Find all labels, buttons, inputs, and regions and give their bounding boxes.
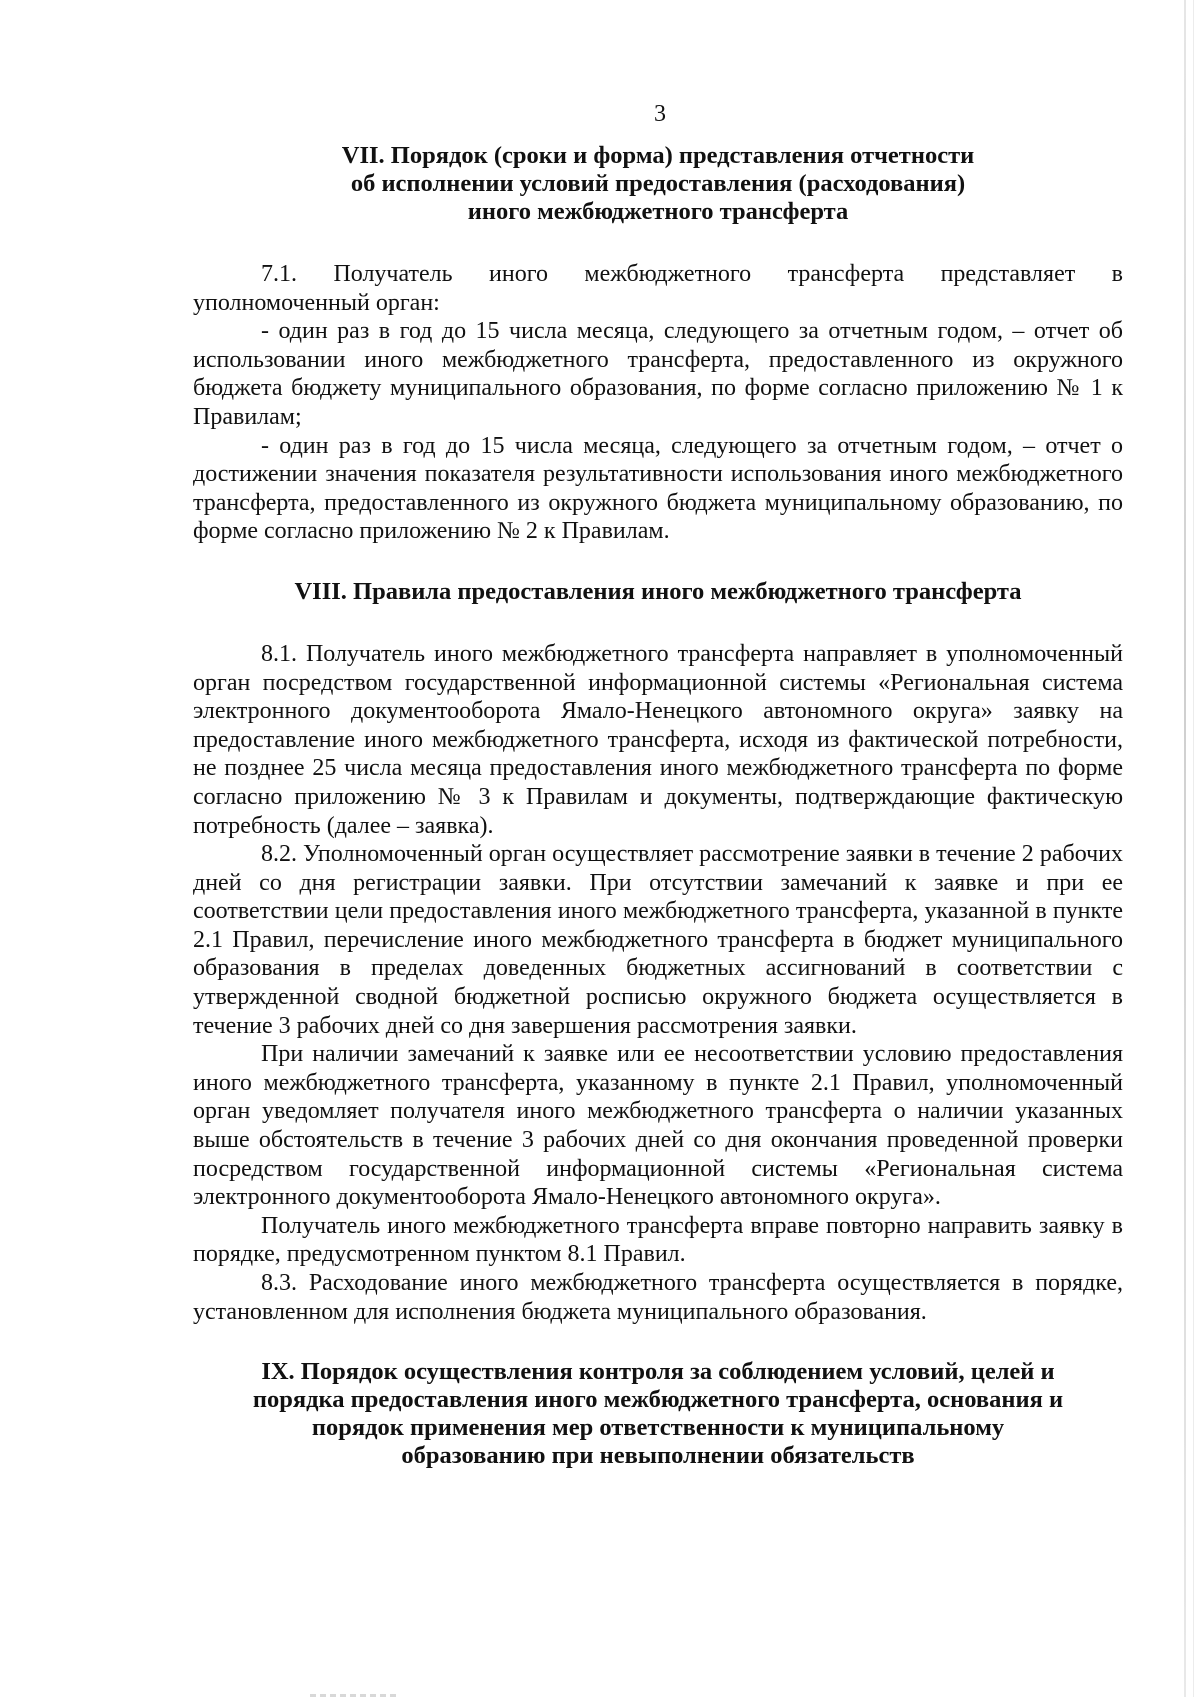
section-7-heading: [193, 142, 1123, 226]
paragraph-8-2-resubmit: Получатель иного межбюджетного трансферта вправе повторно направить заявку в порядке, предусмотренном пунктом 8.1 Правил.: [193, 1212, 1123, 1268]
heading-line: порядок применения мер ответственности к муниципальному: [311, 1414, 1005, 1442]
heading-line: IX. Порядок осуществления контроля за соблюдением условий, целей и: [261, 1358, 1055, 1386]
heading-line: порядка предоставления иного межбюджетного трансферта, основания и: [252, 1386, 1064, 1414]
section-8-heading: [193, 578, 1123, 606]
scan-edge-line: [1193, 0, 1194, 1697]
scan-edge-line: [1184, 0, 1186, 1697]
paragraph-8-2: 8.2. Уполномоченный орган осуществляет рассмотрение заявки в течение 2 рабочих дней со дня регистрации заявки. При отсутствии замечаний к заявке и при ее соответствии цели предоставления иного межбюджетного трансферта, указанной в пункте 2.1 Правил, перечисление иного межбюджетного трансферта в бюджет муниципального образования в пределах доведенных бюджетных ассигнований в соответствии с утвержденной сводной бюджетной росписью окружного бюджета осуществляется в течение 3 рабочих дней со дня завершения рассмотрения заявки.: [193, 841, 1123, 1039]
paragraph-8-3: 8.3. Расходование иного межбюджетного трансферта осуществляется в порядке, установленном для исполнения бюджета муниципального образования.: [193, 1270, 1123, 1325]
page-number: 3: [654, 101, 666, 127]
paragraph-7-1-item-1: - один раз в год до 15 числа месяца, следующего за отчетным годом, – отчет об использовании иного межбюджетного трансферта, предоставленного из окружного бюджета бюджету муниципального образования, по форме согласно приложению № 1 к Правилам;: [193, 318, 1123, 430]
paragraph-8-1: 8.1. Получатель иного межбюджетного трансферта направляет в уполномоченный орган посредством государственной информационной системы «Региональная система электронного документооборота Ямало-Ненецкого автономного округа» заявку на предоставление иного межбюджетного трансферта, исходя из фактической потребности, не позднее 25 числа месяца предоставления иного межбюджетного трансферта по форме согласно приложению № 3 к Правилам и документы, подтверждающие фактическую потребность (далее – заявка).: [193, 640, 1123, 839]
heading-line: образованию при невыполнении обязательств: [401, 1442, 915, 1470]
heading-line: иного межбюджетного трансферта: [467, 198, 849, 225]
heading-line: об исполнении условий предоставления (расходования): [350, 170, 966, 197]
paragraph-8-2-remarks: При наличии замечаний к заявке или ее несоответствии условию предоставления иного межбюджетного трансферта, указанному в пункте 2.1 Правил, уполномоченный орган уведомляет получателя иного межбюджетного трансферта о наличии указанных выше обстоятельств в течение 3 рабочих дней со дня окончания проведенной проверки посредством государственной информационной системы «Региональная система электронного документооборота Ямало-Ненецкого автономного округа».: [193, 1041, 1123, 1211]
paragraph-7-1-item-2: - один раз в год до 15 числа месяца, следующего за отчетным годом, – отчет о достижении значения показателя результативности использования иного межбюджетного трансферта, предоставленного из окружного бюджета муниципальному образованию, по форме согласно приложению № 2 к Правилам.: [193, 432, 1123, 545]
section-9-heading: [193, 1358, 1123, 1470]
heading-line: VIII. Правила предоставления иного межбюджетного трансферта: [294, 577, 1022, 605]
document-body: [193, 142, 1123, 1470]
paragraph-7-1: 7.1. Получатель иного межбюджетного трансферта представляет в уполномоченный орган:: [193, 261, 1123, 316]
heading-line: VII. Порядок (сроки и форма) представления отчетности: [341, 142, 975, 169]
